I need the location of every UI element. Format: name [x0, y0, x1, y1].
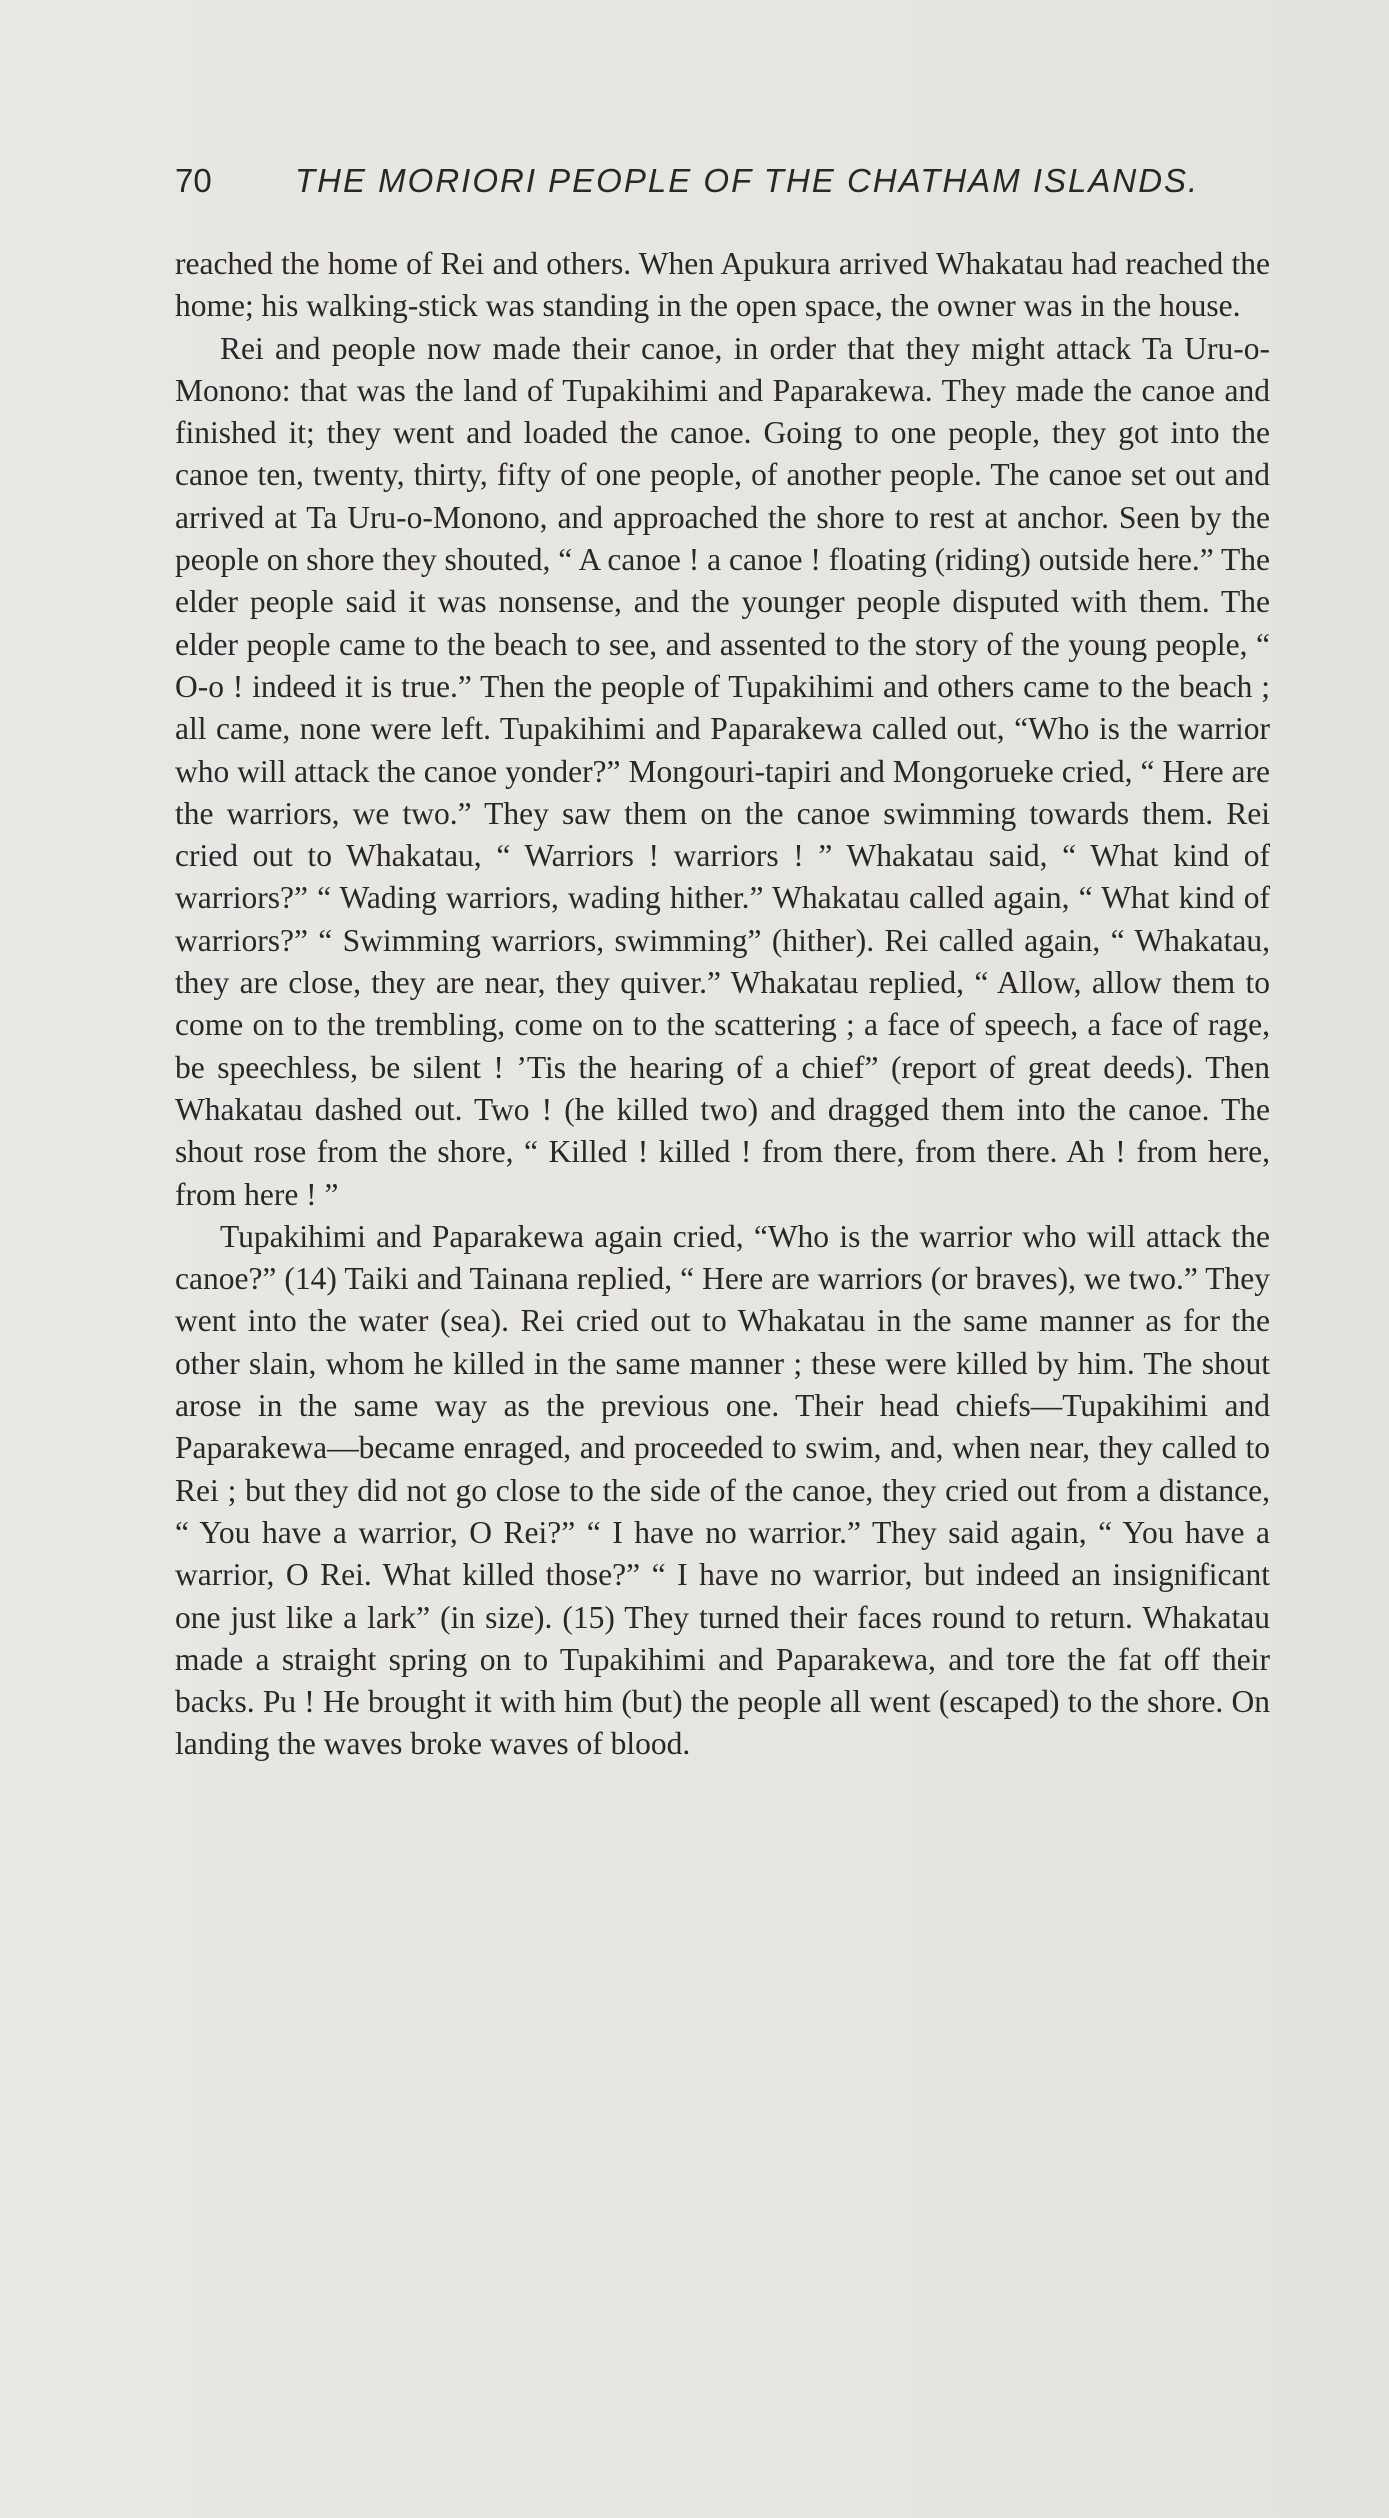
- running-title: THE MORIORI PEOPLE OF THE CHATHAM ISLANDS.: [295, 162, 1200, 199]
- page-number: 70: [175, 162, 212, 199]
- paragraph-3: Tupakihimi and Paparakewa again cried, “Who is the warrior who will attack the canoe?” (14) Taiki and Tainana replied, “ Here are warriors (or braves), we two.” They went into the water (sea). Rei cried out to Whakatau in the same manner as for the other slain, whom he killed in the same manner ; these were killed by him. The shout arose in the same way as the previous one. Their head chiefs—Tupakihimi and Paparakewa—became enraged, and proceeded to swim, and, when near, they called to Rei ; but they did not go close to the side of the canoe, they cried out from a distance, “ You have a warrior, O Rei?” “ I have no warrior.” They said again, “ You have a warrior, O Rei. What killed those?” “ I have no warrior, but indeed an insignificant one just like a lark” (in size). (15) They turned their faces round to return. Whakatau made a straight spring on to Tupakihimi and Paparakewa, and tore the fat off their backs. Pu ! He brought it with him (but) the people all went (escaped) to the shore. On landing the waves broke waves of blood.: [175, 1218, 1270, 1762]
- paragraph-1: reached the home of Rei and others. When Apukura arrived Whakatau had reached the home; his walking-stick was standing in the open space, the owner was in the house.: [175, 246, 1270, 324]
- body-text: [175, 243, 1270, 1766]
- page-header: [175, 162, 1285, 212]
- paragraph-2: Rei and people now made their canoe, in order that they might attack Ta Uru-o-Monono: that was the land of Tupakihimi and Paparakewa. They made the canoe and finished it; they went and loaded the canoe. Going to one people, they got into the canoe ten, twenty, thirty, fifty of one people, of another people. The canoe set out and arrived at Ta Uru-o-Monono, and approached the shore to rest at anchor. Seen by the people on shore they shouted, “ A canoe ! a canoe ! floating (riding) outside here.” The elder people said it was nonsense, and the younger people disputed with them. The elder people came to the beach to see, and assented to the story of the young people, “ O-o ! indeed it is true.” Then the people of Tupakihimi and others came to the beach ; all came, none were left. Tupakihimi and Paparakewa called out, “Who is the warrior who will attack the canoe yonder?” Mongouri-tapiri and Mongorueke cried, “ Here are the warriors, we two.” They saw them on the canoe swimming towards them. Rei cried out to Whakatau, “ Warriors ! warriors ! ” Whakatau said, “ What kind of warriors?” “ Wading warriors, wading hither.” Whakatau called again, “ What kind of warriors?” “ Swimming warriors, swimming” (hither). Rei called again, “ Whakatau, they are close, they are near, they quiver.” Whakatau replied, “ Allow, allow them to come on to the trembling, come on to the scattering ; a face of speech, a face of rage, be speechless, be silent ! ’Tis the hearing of a chief” (report of great deeds). Then Whakatau dashed out. Two ! (he killed two) and dragged them into the canoe. The shout rose from the shore, “ Killed ! killed ! from there, from there. Ah ! from here, from here ! ”: [175, 330, 1270, 1212]
